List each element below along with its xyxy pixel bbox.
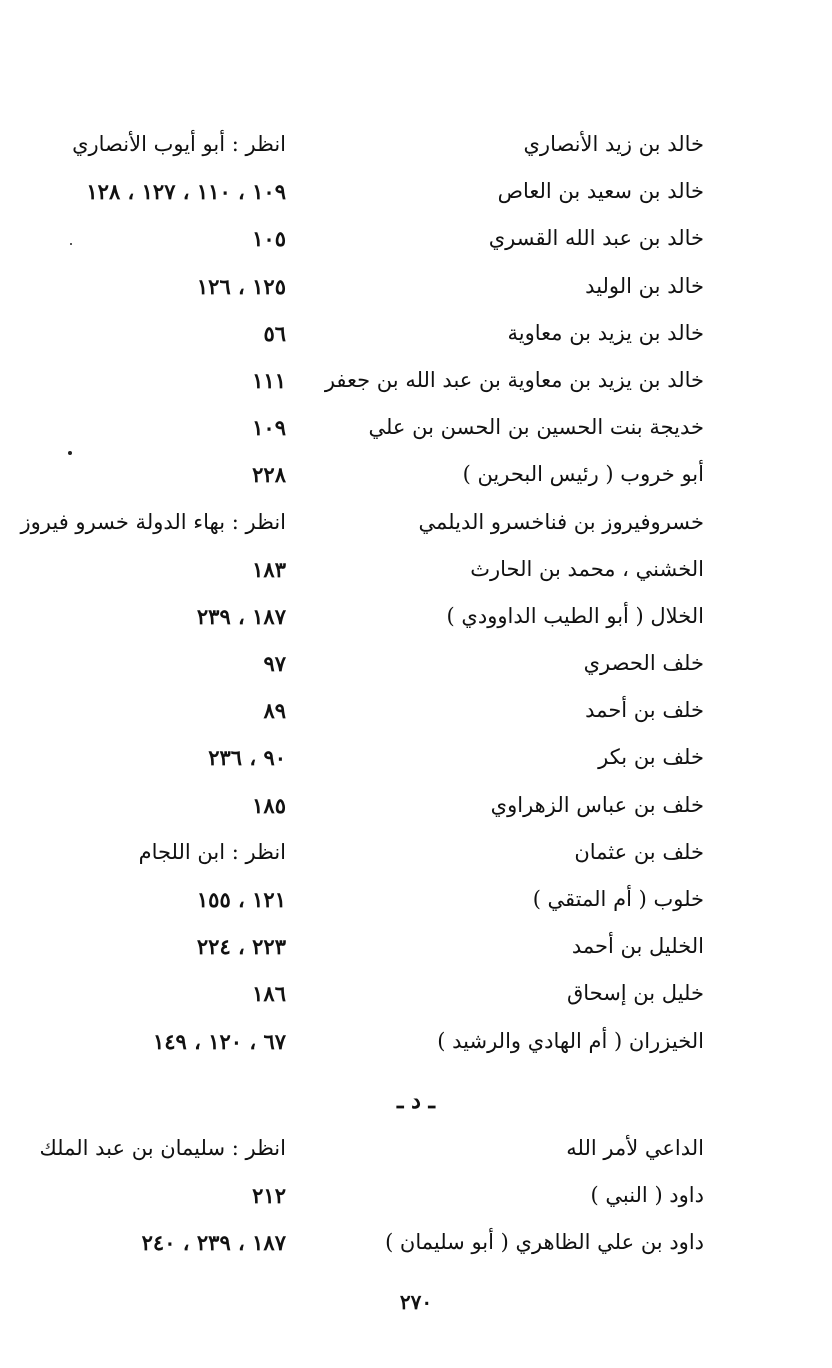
entry-pages: ١٢٥ ، ١٢٦ (196, 273, 286, 299)
index-entry (0, 407, 832, 454)
entry-name: خلف بن أحمد (585, 698, 704, 723)
index-entry (0, 1021, 832, 1068)
page-number: ٢٧٠ (399, 1290, 433, 1314)
index-entry (0, 454, 832, 501)
index-entry (0, 124, 832, 171)
entry-name: خلف بن عباس الزهراوي (490, 792, 704, 817)
index-entry (0, 879, 832, 926)
entry-pages: ٢٢٨ (252, 462, 286, 488)
entry-pages: ٥٦ (263, 320, 286, 346)
entry-name: خلف بن بكر (598, 745, 704, 770)
entry-pages: ١٨٧ ، ٢٣٩ ، ٢٤٠ (141, 1230, 286, 1256)
entry-pages: ١٠٩ (252, 415, 286, 441)
entry-pages: ٩٧ (263, 651, 286, 677)
entry-name: خلف الحصري (583, 651, 704, 676)
entry-pages: ١٨٧ ، ٢٣٩ (196, 603, 286, 629)
index-entry (0, 832, 832, 879)
entry-pages: ٩٠ ، ٢٣٦ (208, 745, 286, 771)
entry-pages: ١٨٥ (252, 792, 286, 818)
index-entry (0, 973, 832, 1020)
entry-pages: ١٠٥ (252, 226, 286, 252)
index-entry (0, 266, 832, 313)
index-entry (0, 926, 832, 973)
entry-reference: انظر : بهاء الدولة خسرو فيروز (20, 509, 286, 534)
entry-name: الداعي لأمر الله (566, 1136, 704, 1160)
entry-reference: انظر : سليمان بن عبد الملك (39, 1136, 286, 1160)
entry-reference: انظر : أبو أيوب الأنصاري (72, 132, 286, 156)
index-entry (0, 596, 832, 643)
index-entry (0, 1222, 832, 1269)
entry-reference: انظر : ابن اللجام (138, 839, 286, 864)
entry-name: خالد بن يزيد بن معاوية بن عبد الله بن جعفر (324, 367, 704, 392)
entry-pages: ٨٩ (263, 698, 286, 724)
print-speck (70, 243, 72, 245)
index-entry (0, 737, 832, 784)
index-entry (0, 218, 832, 265)
entry-name: داود ( النبي ) (590, 1183, 704, 1208)
entry-pages: ١٨٦ (252, 981, 286, 1007)
entry-name: داود بن علي الظاهري ( أبو سليمان ) (385, 1230, 704, 1255)
entry-name: خسروفيروز بن فناخسرو الديلمي (418, 509, 704, 534)
entry-name: خلف بن عثمان (574, 839, 704, 864)
entry-pages: ٢١٢ (252, 1183, 286, 1209)
index-entry (0, 502, 832, 549)
entry-name: الخلال ( أبو الطيب الداوودي ) (446, 603, 704, 628)
index-entry (0, 360, 832, 407)
index-section-dal (0, 1128, 832, 1270)
index-entry (0, 785, 832, 832)
entry-pages: ٦٧ ، ١٢٠ ، ١٤٩ (152, 1028, 286, 1054)
index-entry (0, 1128, 832, 1175)
entry-name: خالد بن يزيد بن معاوية (507, 320, 704, 345)
index-entry (0, 643, 832, 690)
index-entry (0, 549, 832, 596)
entry-pages: ١٢١ ، ١٥٥ (196, 887, 286, 912)
index-entry (0, 1175, 832, 1222)
section-header-dal: ـ د ـ (396, 1088, 435, 1114)
entry-name: خالد بن زيد الأنصاري (523, 132, 704, 156)
entry-name: خالد بن عبد الله القسري (488, 226, 704, 251)
index-entry (0, 690, 832, 737)
index-entry (0, 313, 832, 360)
entry-name: الخشني ، محمد بن الحارث (470, 556, 704, 581)
entry-name: خديجة بنت الحسين بن الحسن بن علي (368, 415, 704, 440)
entry-pages: ١٠٩ ، ١١٠ ، ١٢٧ ، ١٢٨ (86, 179, 286, 205)
entry-name: خليل بن إسحاق (566, 981, 704, 1006)
print-speck (68, 451, 72, 455)
entry-name: خالد بن الوليد (585, 273, 704, 298)
entry-name: خالد بن سعيد بن العاص (497, 179, 704, 204)
entry-name: أبو خروب ( رئيس البحرين ) (462, 462, 704, 487)
entry-pages: ١٨٣ (252, 556, 286, 582)
entry-pages: ٢٢٣ ، ٢٢٤ (196, 934, 286, 960)
entry-name: خلوب ( أم المتقي ) (532, 887, 704, 911)
entry-pages: ١١١ (252, 367, 286, 393)
entry-name: الخليل بن أحمد (571, 934, 704, 959)
index-entry (0, 171, 832, 218)
entry-name: الخيزران ( أم الهادي والرشيد ) (437, 1028, 704, 1053)
index-section-kha (0, 124, 832, 1068)
